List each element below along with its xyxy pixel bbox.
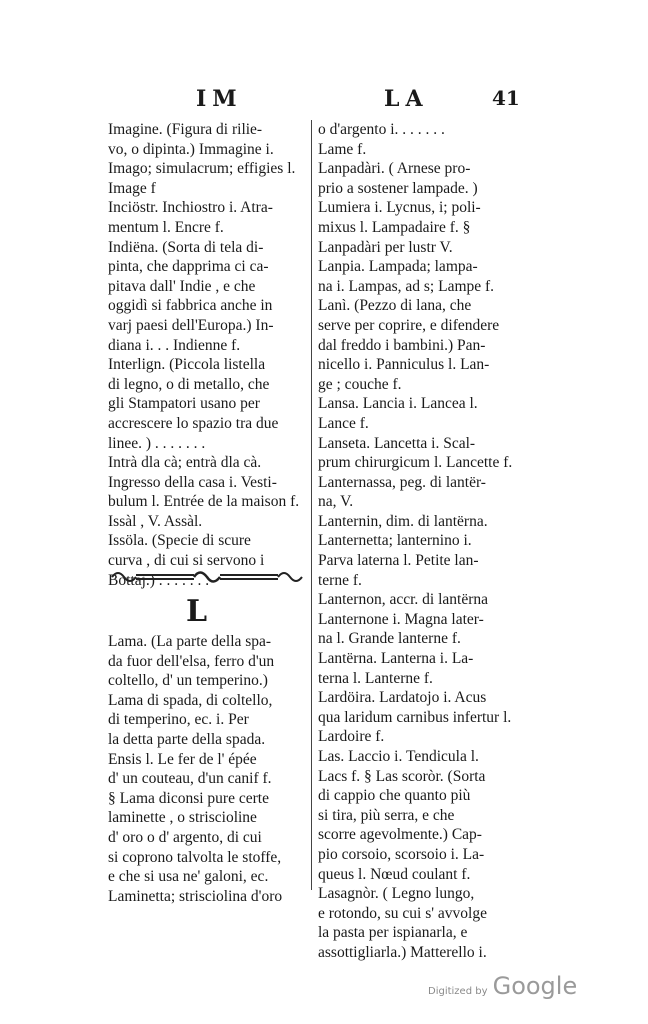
text-line: diana i. . . Indienne f. [108, 336, 241, 354]
text-line: Issàl , V. Assàl. [108, 512, 203, 530]
text-line: bulum l. Entrée de la maison f. [108, 493, 300, 511]
text-line: Lanpadàri. ( Arnese pro- [318, 160, 471, 178]
text-line: Imago; simulacrum; effigies l. [108, 160, 296, 178]
watermark-prefix: Digitized by [428, 986, 488, 997]
text-line: Lanternone i. Magna later- [318, 610, 484, 628]
text-line: Lardöira. Lardatojo i. Acus [318, 689, 487, 707]
text-line: Lansa. Lancia i. Lancea l. [318, 395, 478, 413]
text-line: prum chirurgicum l. Lancette f. [318, 454, 513, 472]
text-line: di legno, o di metallo, che [108, 375, 270, 393]
text-line: Ensis l. Le fer de l' épée [108, 750, 257, 768]
text-line: gli Stampatori usano per [108, 395, 260, 413]
running-header-left: IM [196, 86, 243, 112]
text-line: terna l. Lanterne f. [318, 669, 433, 687]
text-line: e rotondo, su cui s' avvolge [318, 904, 487, 922]
text-line: oggidì si fabbrica anche in [108, 297, 273, 315]
text-line: scorre agevolmente.) Cap- [318, 826, 482, 844]
text-line: d' un couteau, d'un canif f. [108, 770, 272, 788]
text-line: nicello i. Panniculus l. Lan- [318, 356, 490, 374]
text-line: Las. Laccio i. Tendicula l. [318, 748, 479, 765]
text-line: § Lama diconsi pure certe [108, 789, 269, 807]
text-line: la detta parte della spada. [108, 730, 266, 748]
text-line: Ingresso della casa i. Vesti- [108, 473, 277, 491]
left-column-entries-l [108, 632, 306, 906]
text-line: Indiëna. (Sorta di tela di- [108, 238, 264, 256]
text-line: Lanseta. Lancetta i. Scal- [318, 434, 476, 452]
text-line: d' oro o d' argento, di cui [108, 828, 262, 846]
text-line: varj paesi dell'Europa.) In- [108, 316, 274, 334]
google-logo: Google [492, 972, 578, 1000]
text-line: pinta, che dapprima ci ca- [108, 258, 269, 276]
text-line: na, V. [318, 493, 354, 511]
text-line: curva , di cui si servono i [108, 552, 265, 570]
text-line: Lacs f. § Las scoròr. (Sorta [318, 767, 486, 785]
text-line: si tira, più serra, e che [318, 806, 455, 824]
text-line: vo, o dipinta.) Immagine i. [108, 140, 274, 158]
text-line: Lama di spada, di coltello, [108, 691, 273, 709]
text-line: si coprono talvolta le stoffe, [108, 848, 282, 866]
text-line: Lanì. (Pezzo di lana, che [318, 297, 472, 315]
text-line: Inciöstr. Inchiostro i. Atra- [108, 199, 273, 217]
text-line: Parva laterna l. Petite lan- [318, 552, 479, 570]
text-line: Lanternin, dim. di lantërna. [318, 512, 488, 530]
text-line: pitava dall' Indie , e che [108, 277, 256, 295]
text-line: mixus l. Lampadaire f. § [318, 218, 471, 236]
text-line: da fuor dell'elsa, ferro d'un [108, 652, 275, 670]
text-line: na l. Grande lanterne f. [318, 630, 461, 648]
section-letter: L [186, 594, 208, 629]
text-line: Lance f. [318, 414, 369, 432]
right-column-entries [318, 120, 540, 963]
text-line: Lanpadàri per lustr V. [318, 238, 453, 256]
text-line: mentum l. Encre f. [108, 218, 224, 236]
text-line: Laminetta; strisciolina d'oro [108, 887, 283, 905]
column-divider [311, 120, 312, 890]
text-line: ge ; couche f. [318, 375, 402, 393]
text-line: queus l. Nœud coulant f. [318, 865, 471, 883]
text-line: linee. ) . . . . . . . [108, 434, 206, 452]
text-line: Issöla. (Specie di scure [108, 532, 251, 550]
text-line: coltello, d' un temperino.) [108, 672, 268, 690]
text-line: terne f. [318, 571, 362, 589]
text-line: Lanpia. Lampada; lampa- [318, 258, 478, 276]
text-line: Imagine. (Figura di rilie- [108, 121, 263, 138]
text-line: qua laridum carnibus infertur l. [318, 708, 512, 726]
text-line: dal freddo i bambini.) Pan- [318, 336, 486, 354]
text-line: Bottaj.) . . . . . . . [108, 571, 210, 589]
running-header-right: LA [384, 86, 429, 112]
text-line: Lama. (La parte della spa- [108, 633, 272, 650]
text-line: Lame f. [318, 140, 367, 158]
text-line: Lasagnòr. ( Legno lungo, [318, 885, 475, 903]
google-watermark [428, 972, 577, 1000]
left-column-entries [108, 120, 306, 590]
page-number: 41 [492, 86, 520, 110]
text-line: na i. Lampas, ad s; Lampe f. [318, 277, 495, 295]
text-line: Lanternetta; lanternino i. [318, 532, 472, 550]
text-line: e che si usa ne' galoni, ec. [108, 868, 269, 886]
text-line: pio corsoio, scorsoio i. La- [318, 845, 485, 863]
text-line: Lardoire f. [318, 728, 385, 746]
text-line: Interlign. (Piccola listella [108, 356, 266, 374]
text-line: Lumiera i. Lycnus, i; poli- [318, 199, 481, 217]
text-line: di cappio che quanto più [318, 787, 471, 805]
text-line: serve per coprire, e difendere [318, 316, 500, 334]
text-line: Image f [108, 179, 156, 197]
text-line: Lanternassa, peg. di lantër- [318, 473, 486, 491]
text-line: Lantërna. Lanterna i. La- [318, 650, 474, 668]
text-line: la pasta per ispianarla, e [318, 924, 468, 942]
text-line: o d'argento i. . . . . . . [318, 121, 445, 138]
text-line: laminette , o striscioline [108, 809, 257, 827]
text-line: prio a sostener lampade. ) [318, 179, 478, 197]
text-line: assottigliarla.) Matterello i. [318, 943, 487, 961]
text-line: Intrà dla cà; entrà dla cà. [108, 454, 262, 472]
text-line: di temperino, ec. i. Per [108, 711, 249, 729]
text-line: Lanternon, accr. di lantërna [318, 591, 488, 609]
ornament-divider [108, 565, 306, 589]
text-line: accrescere lo spazio tra due [108, 414, 279, 432]
